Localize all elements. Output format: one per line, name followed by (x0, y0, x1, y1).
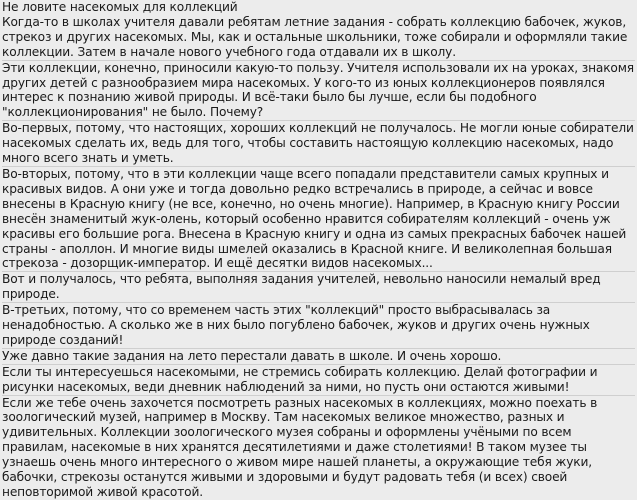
paragraph-4: Во-вторых, потому, что в эти коллекции чаще всего попадали представители самых крупных и красивых видов. А они уже и тогда довольно редко встречались в природе, а сейчас и вовсе внесены в Красную книгу (не все, конечно, но очень многие). Например, в Красную книгу России внесён знаменитый жук-олень, который особенно нравится собирателям коллекций - очень уж красивы его большие рога. Внесена в Красную книгу и одна из самых прекрасных бабочек нашей страны - аполлон. И многие виды шмелей оказались в Красной книге. И великолепная большая стрекоза - дозорщик-император. И ещё десятки видов насекомых... (2, 167, 635, 272)
document-title: Не ловите насекомых для коллекций (2, 0, 238, 14)
paragraph-5: Вот и получалось, что ребята, выполняя задания учителей, невольно наносили немалый вред природе. (2, 272, 635, 303)
paragraph-9: Если же тебе очень захочется посмотреть разных насекомых в коллекциях, можно поехать в зоологический музей, например в Москву. Там насекомых великое множество, разных и удивительных. Коллекции зоологического музея собраны и оформлены учёными по всем правилам, насекомые в них хранятся десятилетиями и даже столетиями! В таком музее ты узнаешь очень много интересного о живом мире нашей планеты, а окружающие тебя жуки, бабочки, стрекозы останутся живыми и здоровыми и будут радовать тебя (и всех) своей неповторимой живой красотой. (2, 395, 598, 499)
document (2, 0, 635, 500)
paragraph-2: Эти коллекции, конечно, приносили какую-то пользу. Учителя использовали их на уроках, знакомя других детей с разнообразием мира насекомых. У кого-то из юных коллекционеров появлялся интерес к познанию живой природы. И всё-таки было бы лучше, если бы подобного "коллекционирования" не было. Почему? (2, 60, 634, 120)
paragraph-1: Когда-то в школах учителя давали ребятам летние задания - собрать коллекцию бабочек, жуков, стрекоз и других насекомых. Мы, как и остальные школьники, тоже собирали и оформляли такие коллекции. Затем в начале нового учебного года отдавали их в школу. (2, 15, 635, 61)
paragraph-7: Уже давно такие задания на лето перестали давать в школе. И очень хорошо. (2, 349, 635, 365)
paragraph-3: Во-первых, потому, что настоящих, хороших коллекций не получалось. Не могли юные собиратели насекомых сделать их, ведь для того, чтобы составить настоящую коллекцию насекомых, надо много всего знать и уметь. (2, 121, 634, 166)
paragraph-6: В-третьих, потому, что со временем часть этих "коллекций" просто выбрасывалась за ненадобностью. А сколько же в них было погублено бабочек, жуков и других очень нужных природе созданий! (2, 303, 635, 349)
paragraph-8: Если ты интересуешься насекомыми, не стремись собирать коллекцию. Делай фотографии и рисунки насекомых, веди дневник наблюдений за ними, но пусть они остаются живыми! (2, 365, 635, 396)
